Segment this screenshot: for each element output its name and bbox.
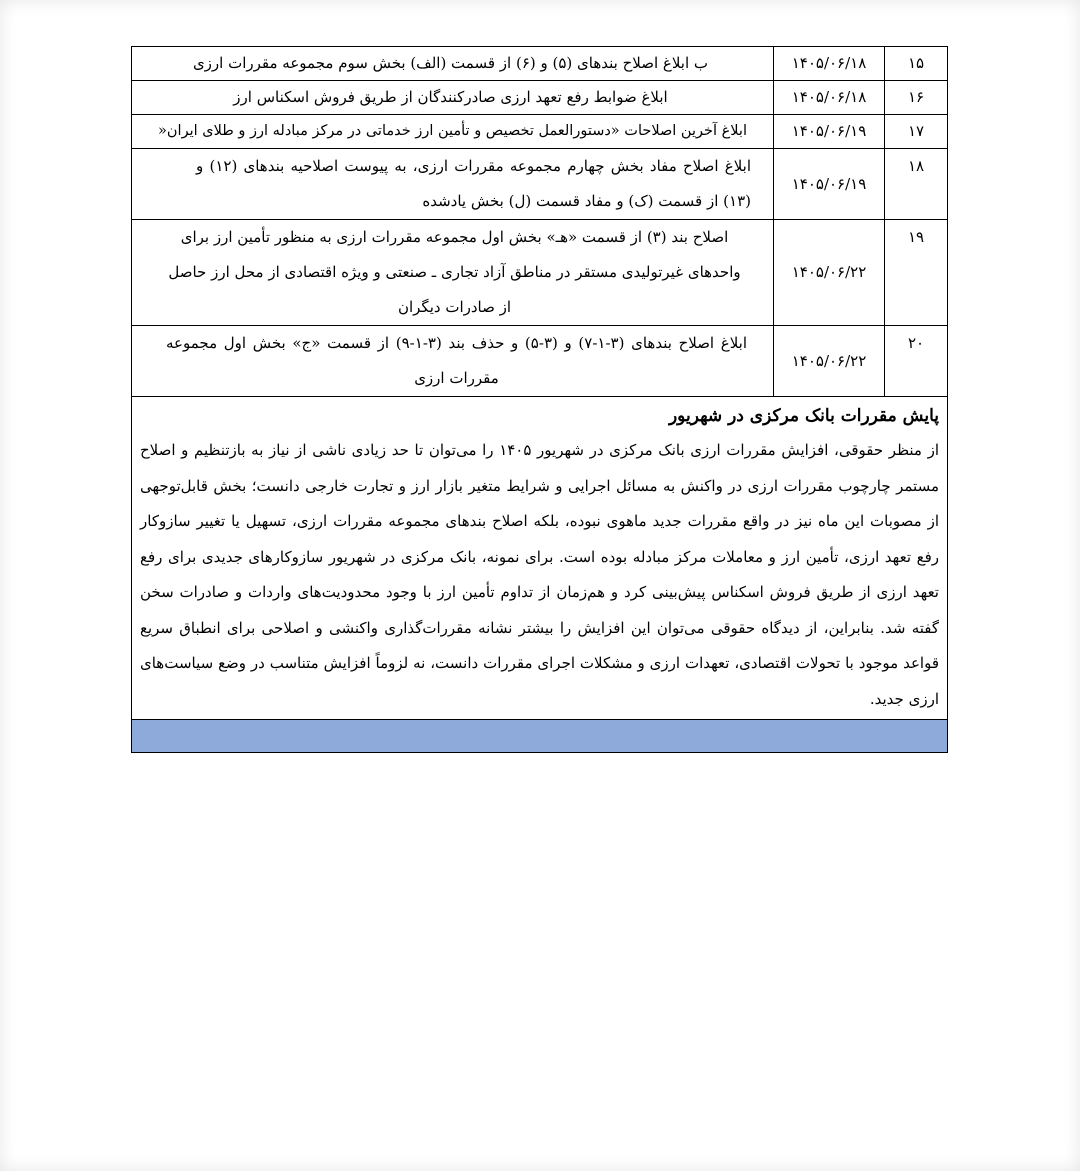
- row-date: ۱۴۰۵/۰۶/۱۹: [774, 149, 885, 220]
- row-date: ۱۴۰۵/۰۶/۲۲: [774, 326, 885, 397]
- table-row: [132, 326, 948, 397]
- row-number: ۱۷: [885, 115, 948, 149]
- row-title: ابلاغ ضوابط رفع تعهد ارزی صادرکنندگان از طریق فروش اسکناس ارز: [132, 81, 774, 115]
- row-number: ۲۰: [885, 326, 948, 397]
- row-number: ۱۸: [885, 149, 948, 220]
- table-row: [132, 149, 948, 220]
- row-title: ب ابلاغ اصلاح بندهای (۵) و (۶) از قسمت (الف) بخش سوم مجموعه مقررات ارزی: [132, 47, 774, 81]
- row-number: ۱۹: [885, 220, 948, 326]
- table-row: [132, 115, 948, 149]
- row-date: ۱۴۰۵/۰۶/۱۸: [774, 47, 885, 81]
- summary-heading: پایش مقررات بانک مرکزی در شهریور: [668, 406, 939, 426]
- row-date: ۱۴۰۵/۰۶/۱۹: [774, 115, 885, 149]
- summary-row: [132, 397, 948, 720]
- row-date: ۱۴۰۵/۰۶/۲۲: [774, 220, 885, 326]
- table-row: [132, 47, 948, 81]
- footer-band: [132, 720, 948, 753]
- regulations-table: [131, 46, 948, 753]
- row-number: ۱۶: [885, 81, 948, 115]
- row-number: ۱۵: [885, 47, 948, 81]
- row-title: اصلاح بند (۳) از قسمت «هـ» بخش اول مجموعه مقررات ارزی به منظور تأمین ارز برای واحدهای غیرتولیدی مستقر در مناطق آزاد تجاری ـ صنعتی و ویژه اقتصادی از محل ارز حاصل از صادرات دیگران: [132, 220, 774, 326]
- summary-body: از منظر حقوقی، افزایش مقررات ارزی بانک مرکزی در شهریور ۱۴۰۵ را می‌توان تا حد زیادی ناشی از نیاز به بازتنظیم و اصلاح مستمر چارچوب مقررات ارزی در واکنش به مسائل اجرایی و شرایط متغیر بازار ارز و تجارت خارجی دانست؛ بخش قابل‌توجهی از مصوبات این ماه نیز در واقع مقررات جدید ماهوی نبوده، بلکه اصلاح بندهای مجموعه مقررات ارزی، تسهیل یا تغییر سازوکار رفع تعهد ارزی، تأمین ارز و معاملات مرکز مبادله بوده است. برای نمونه، بانک مرکزی در شهریور سازوکارهای جدیدی برای رفع تعهد ارزی از طریق فروش اسکناس پیش‌بینی کرد و هم‌زمان از تداوم تأمین ارز با وجود محدودیت‌های واردات و صادرات سخن گفته شد. بنابراین، از دیدگاه حقوقی می‌توان این افزایش را بیشتر نشانه مقررات‌گذاری واکنشی و اصلاحی برای انطباق سریع قواعد موجود با تحولات اقتصادی، تعهدات ارزی و مشکلات اجرای مقررات دانست، نه لزوماً افزایش متناسب در وضع سیاست‌های ارزی جدید.: [140, 441, 939, 708]
- row-title: ابلاغ آخرین اصلاحات «دستورالعمل تخصیص و تأمین ارز خدماتی در مرکز مبادله ارز و طلای ایران«: [132, 115, 774, 149]
- table-row: [132, 81, 948, 115]
- row-date: ۱۴۰۵/۰۶/۱۸: [774, 81, 885, 115]
- table-row: [132, 220, 948, 326]
- row-title: ابلاغ اصلاح بندهای (۳-۱-۷) و (۳-۵) و حذف بند (۳-۱-۹) از قسمت «ج» بخش اول مجموعه مقررات ارزی: [132, 326, 774, 397]
- footer-band-row: [132, 720, 948, 753]
- row-title: ابلاغ اصلاح مفاد بخش چهارم مجموعه مقررات ارزی، به پیوست اصلاحیه بندهای (۱۲) و (۱۳) از قسمت (ک) و مفاد قسمت (ل) بخش یادشده: [132, 149, 774, 220]
- summary-cell: [132, 397, 948, 720]
